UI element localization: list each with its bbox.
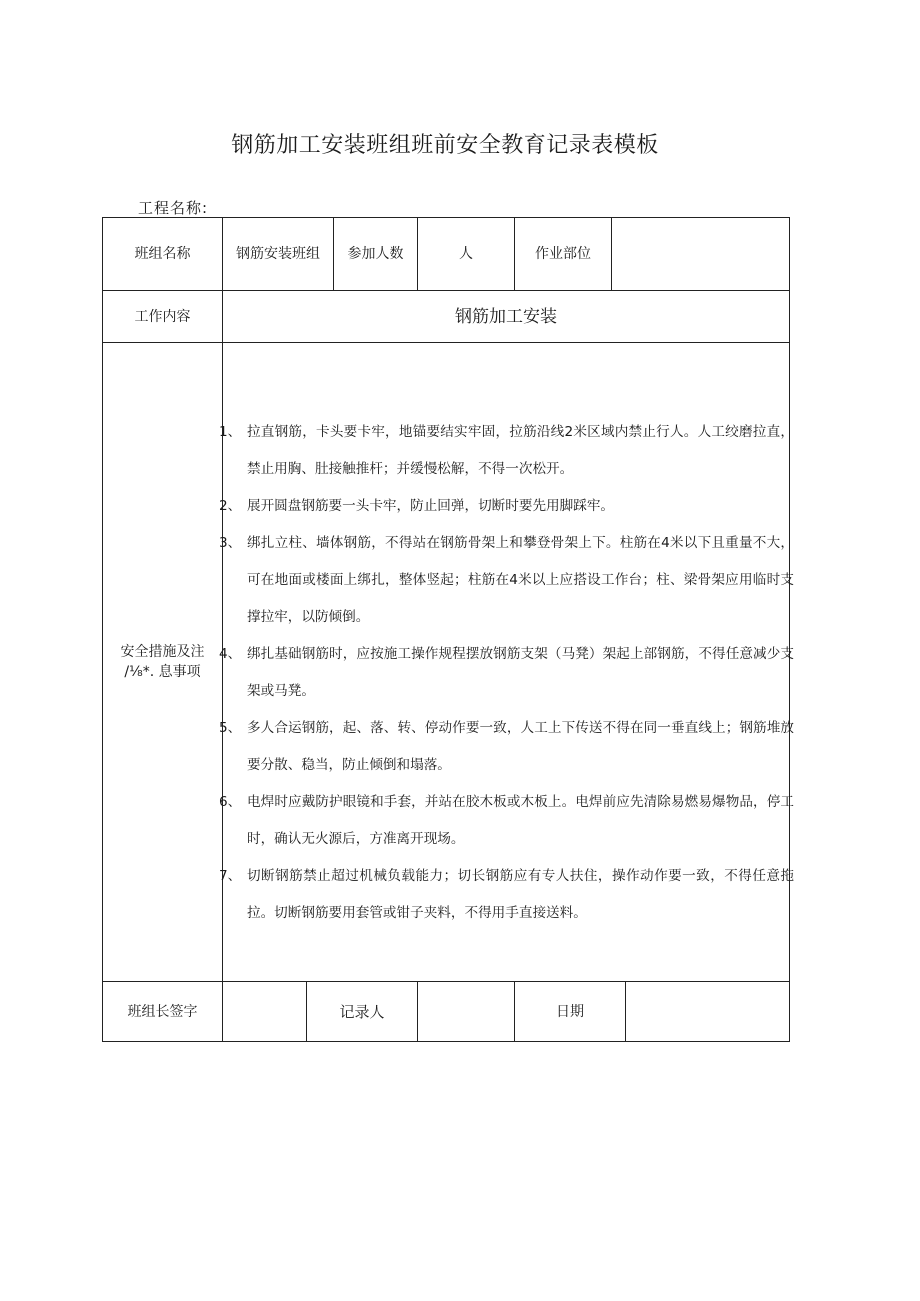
work-content-value[interactable]: 钢筋加工安装 (455, 306, 557, 327)
measure-item-7 (219, 858, 794, 932)
work-content-label: 工作内容 (134, 308, 191, 325)
measure-item-1 (219, 414, 794, 488)
leader-signature-label: 班组长签字 (127, 1003, 198, 1020)
measure-number: 4、 (219, 646, 242, 662)
participants-label: 参加人数 (347, 246, 404, 262)
document-title: 钢筋加工安装班组班前安全教育记录表模板 (231, 133, 659, 158)
team-name-label: 班组名称 (134, 246, 191, 262)
measure-number: 1、 (219, 424, 242, 440)
measure-number: 2、 (219, 498, 242, 514)
measure-text: 电焊时应戴防护眼镜和手套，并站在胶木板或木板上。电焊前应先清除易燃易爆物品，停工时，确认无火源后，方准离开现场。 (247, 794, 794, 847)
team-name-value[interactable]: 钢筋安装班组 (236, 246, 320, 262)
measure-item-6 (219, 784, 794, 858)
measure-number: 5、 (219, 720, 242, 736)
work-location-value[interactable] (612, 218, 789, 290)
project-name-label: 工程名称: (138, 199, 209, 217)
measure-text: 切断钢筋禁止超过机械负载能力；切长钢筋应有专人扶住，操作动作要一致，不得任意拖拉。切断钢筋要用套管或钳子夹料，不得用手直接送料。 (247, 868, 794, 921)
measure-number: 7、 (219, 868, 242, 884)
measure-item-4 (219, 636, 794, 710)
measure-text: 展开圆盘钢筋要一头卡牢，防止回弹，切断时要先用脚踩牢。 (247, 498, 615, 514)
measure-number: 6、 (219, 794, 242, 810)
work-location-label: 作业部位 (535, 246, 591, 262)
date-label: 日期 (556, 1003, 584, 1020)
recorder-label: 记录人 (339, 1002, 385, 1021)
safety-measures-label-line2: /⅛*. 息事项 (124, 664, 201, 680)
measure-text: 绑扎基础钢筋时，应按施工操作规程摆放钢筋支架（马凳）架起上部钢筋，不得任意减少支架或马凳。 (247, 646, 794, 699)
date-field[interactable] (626, 982, 789, 1041)
safety-measures-label-line1: 安全措施及注 (120, 644, 205, 660)
measure-item-5 (219, 710, 794, 784)
table-border-bottom (102, 1041, 790, 1042)
measure-text: 多人合运钢筋，起、落、转、停动作要一致，人工上下传送不得在同一垂直线上；钢筋堆放要分散、稳当，防止倾倒和塌落。 (247, 720, 794, 773)
recorder-field[interactable] (418, 982, 514, 1041)
measure-item-3 (219, 525, 794, 636)
measure-item-2 (219, 488, 794, 525)
safety-measures-label (103, 343, 222, 981)
safety-measures-list (219, 414, 794, 932)
leader-signature-field[interactable] (223, 982, 306, 1041)
measure-text: 拉直钢筋，卡头要卡牢，地锚要结实牢固，拉筋沿线2米区域内禁止行人。人工绞磨拉直，禁止用胸、肚接触推杆；并缓慢松解，不得一次松开。 (247, 424, 794, 477)
participants-value[interactable]: 人 (459, 246, 473, 262)
measure-number: 3、 (219, 535, 242, 551)
measure-text: 绑扎立柱、墙体钢筋，不得站在钢筋骨架上和攀登骨架上下。柱筋在4米以下且重量不大，可在地面或楼面上绑扎，整体竖起；柱筋在4米以上应搭设工作台；柱、梁骨架应用临时支撑拉牢，以防倾倒。 (247, 535, 794, 625)
